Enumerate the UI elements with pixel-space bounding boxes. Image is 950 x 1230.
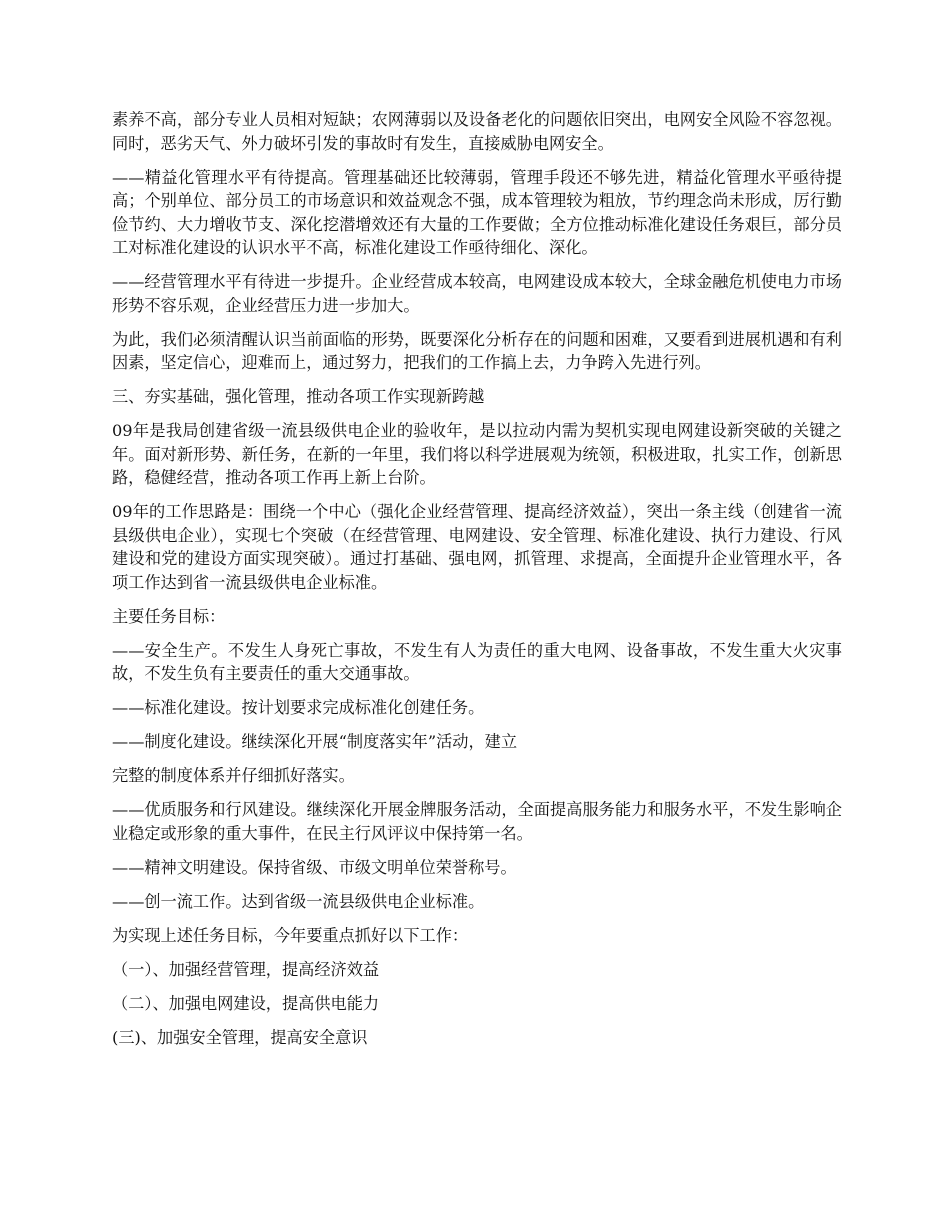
paragraph-goal-safety: ——安全生产。不发生人身死亡事故，不发生有人为责任的重大电网、设备事故，不发生重大火灾事故，不发生负有主要责任的重大交通事故。 [112,640,842,683]
paragraph-lean-management: ——精益化管理水平有待提高。管理基础还比较薄弱，管理手段还不够先进，精益化管理水平亟待提高；个别单位、部分员工的市场意识和效益观念不强，成本管理较为粗放，节约理念尚未形成，厉行勤俭节约、大力增收节支、深化挖潜增效还有大量的工作要做；全方位推动标准化建设任务艰巨，部分员工对标准化建设的认识水平不高，标准化建设工作亟待细化、深化。 [112,167,842,257]
paragraph-goal-institutionalization-cont: 完整的制度体系并仔细抓好落实。 [112,766,355,785]
paragraph-goal-standardization: ——标准化建设。按计划要求完成标准化创建任务。 [112,698,485,717]
paragraph-goal-service: ——优质服务和行风建设。继续深化开展金牌服务活动，全面提高服务能力和服务水平，不发生影响企业稳定或形象的重大事件，在民主行风评议中保持第一名。 [112,800,842,843]
paragraph-key-work-intro: 为实现上述任务目标，今年要重点抓好以下工作： [112,925,469,945]
subheading-one: （一）、加强经营管理，提高经济效益 [112,959,380,979]
subheading-two: （二）、加强电网建设，提高供电能力 [112,993,380,1013]
paragraph-business-management: ——经营管理水平有待进一步提升。企业经营成本较高，电网建设成本较大，全球金融危机使电力市场形势不容乐观，企业经营压力进一步加大。 [112,272,842,315]
paragraph-goal-institutionalization: ——制度化建设。继续深化开展“制度落实年”活动，建立 [112,732,518,751]
paragraph-goal-civilization: ——精神文明建设。保持省级、市级文明单位荣誉称号。 [112,857,517,877]
document-body [112,108,842,1060]
paragraph-year-intro: 09年是我局创建省级一流县级供电企业的验收年，是以拉动内需为契机实现电网建设新突破的关键之年。面对新形势、新任务，在新的一年里，我们将以科学进展观为统领，积极进取，扎实工作，创新思路，稳健经营，推动各项工作再上新上台阶。 [112,421,842,487]
subheading-three: (三)、加强安全管理，提高安全意识 [112,1027,368,1047]
paragraph-main-goals-label: 主要任务目标： [112,606,226,626]
paragraph-goal-first-class: ——创一流工作。达到省级一流县级供电企业标准。 [112,891,485,911]
paragraph-risk-overview: 素养不高，部分专业人员相对短缺；农网薄弱以及设备老化的问题依旧突出，电网安全风险不容忽视。同时，恶劣天气、外力破坏引发的事故时有发生，直接威胁电网安全。 [112,110,842,153]
section-heading-three: 三、夯实基础，强化管理，推动各项工作实现新跨越 [112,387,485,406]
paragraph-situation-summary: 为此，我们必须清醒认识当前面临的形势，既要深化分析存在的问题和困难，又要看到进展机遇和有利因素，坚定信心，迎难而上，通过努力，把我们的工作搞上去，力争跨入先进行列。 [112,329,842,372]
paragraph-work-approach: 09年的工作思路是：围绕一个中心（强化企业经营管理、提高经济效益），突出一条主线（创建省一流县级供电企业），实现七个突破（在经营管理、电网建设、安全管理、标准化建设、执行力建设、行风建设和党的建设方面实现突破）。通过打基础、强电网，抓管理、求提高，全面提升企业管理水平，各项工作达到省一流县级供电企业标准。 [112,502,842,592]
